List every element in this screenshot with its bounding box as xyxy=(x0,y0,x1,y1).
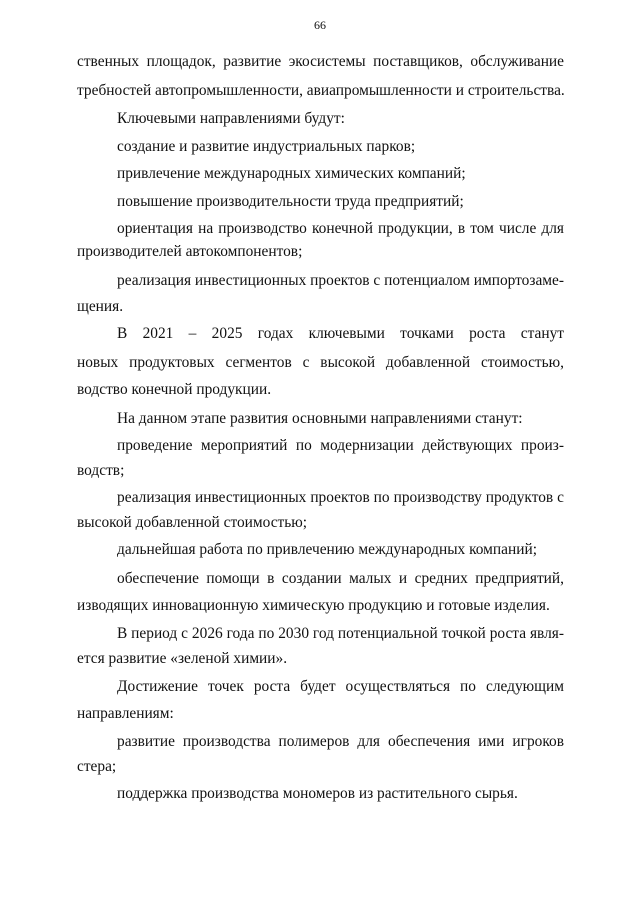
text-line: производителей автокомпонентов; xyxy=(77,243,303,260)
text-line: В период с 2026 года по 2030 год потенциальной точкой роста явля- xyxy=(117,625,564,642)
text-line: дальнейшая работа по привлечению международных компаний; xyxy=(117,541,537,558)
text-line: реализация инвестиционных проектов по производству продуктов с xyxy=(117,489,564,506)
text-line: развитие производства полимеров для обеспечения ими игроков xyxy=(117,733,564,750)
text-line: водство конечной продукции. xyxy=(77,381,272,398)
text-line: щения. xyxy=(77,298,124,315)
text-line: стера; xyxy=(77,758,117,775)
text-line: поддержка производства мономеров из растительного сырья. xyxy=(117,785,518,802)
text-line: изводящих инновационную химическую продукцию и готовые изделия. xyxy=(77,597,550,614)
page-number: 66 xyxy=(314,18,326,32)
text-line: ется развитие «зеленой химии». xyxy=(77,650,288,667)
text-line: реализация инвестиционных проектов с потенциалом импортозаме- xyxy=(117,272,564,289)
text-line: новых продуктовых сегментов с высокой добавленной стоимостью, xyxy=(77,354,564,371)
text-line: водств; xyxy=(77,462,125,479)
text-line: направлениям: xyxy=(77,705,174,722)
text-line: повышение производительности труда предприятий; xyxy=(117,193,464,210)
text-line: В 2021 – 2025 годах ключевыми точками роста станут xyxy=(117,325,564,342)
text-line: Достижение точек роста будет осуществляться по следующим xyxy=(117,678,564,695)
text-line: создание и развитие индустриальных парков; xyxy=(117,138,416,155)
text-line: ориентация на производство конечной продукции, в том числе для xyxy=(117,220,564,237)
text-line: требностей автопромышленности, авиапромышленности и строительства. xyxy=(77,82,565,99)
text-line: высокой добавленной стоимостью; xyxy=(77,514,308,531)
text-line: ственных площадок, развитие экосистемы поставщиков, обслуживание xyxy=(77,53,564,70)
text-line: обеспечение помощи в создании малых и средних предприятий, xyxy=(117,570,564,587)
text-line: Ключевыми направлениями будут: xyxy=(117,110,345,127)
text-line: привлечение международных химических компаний; xyxy=(117,165,466,182)
text-line: На данном этапе развития основными направлениями станут: xyxy=(117,410,523,427)
text-line: проведение мероприятий по модернизации действующих произ- xyxy=(117,437,564,454)
